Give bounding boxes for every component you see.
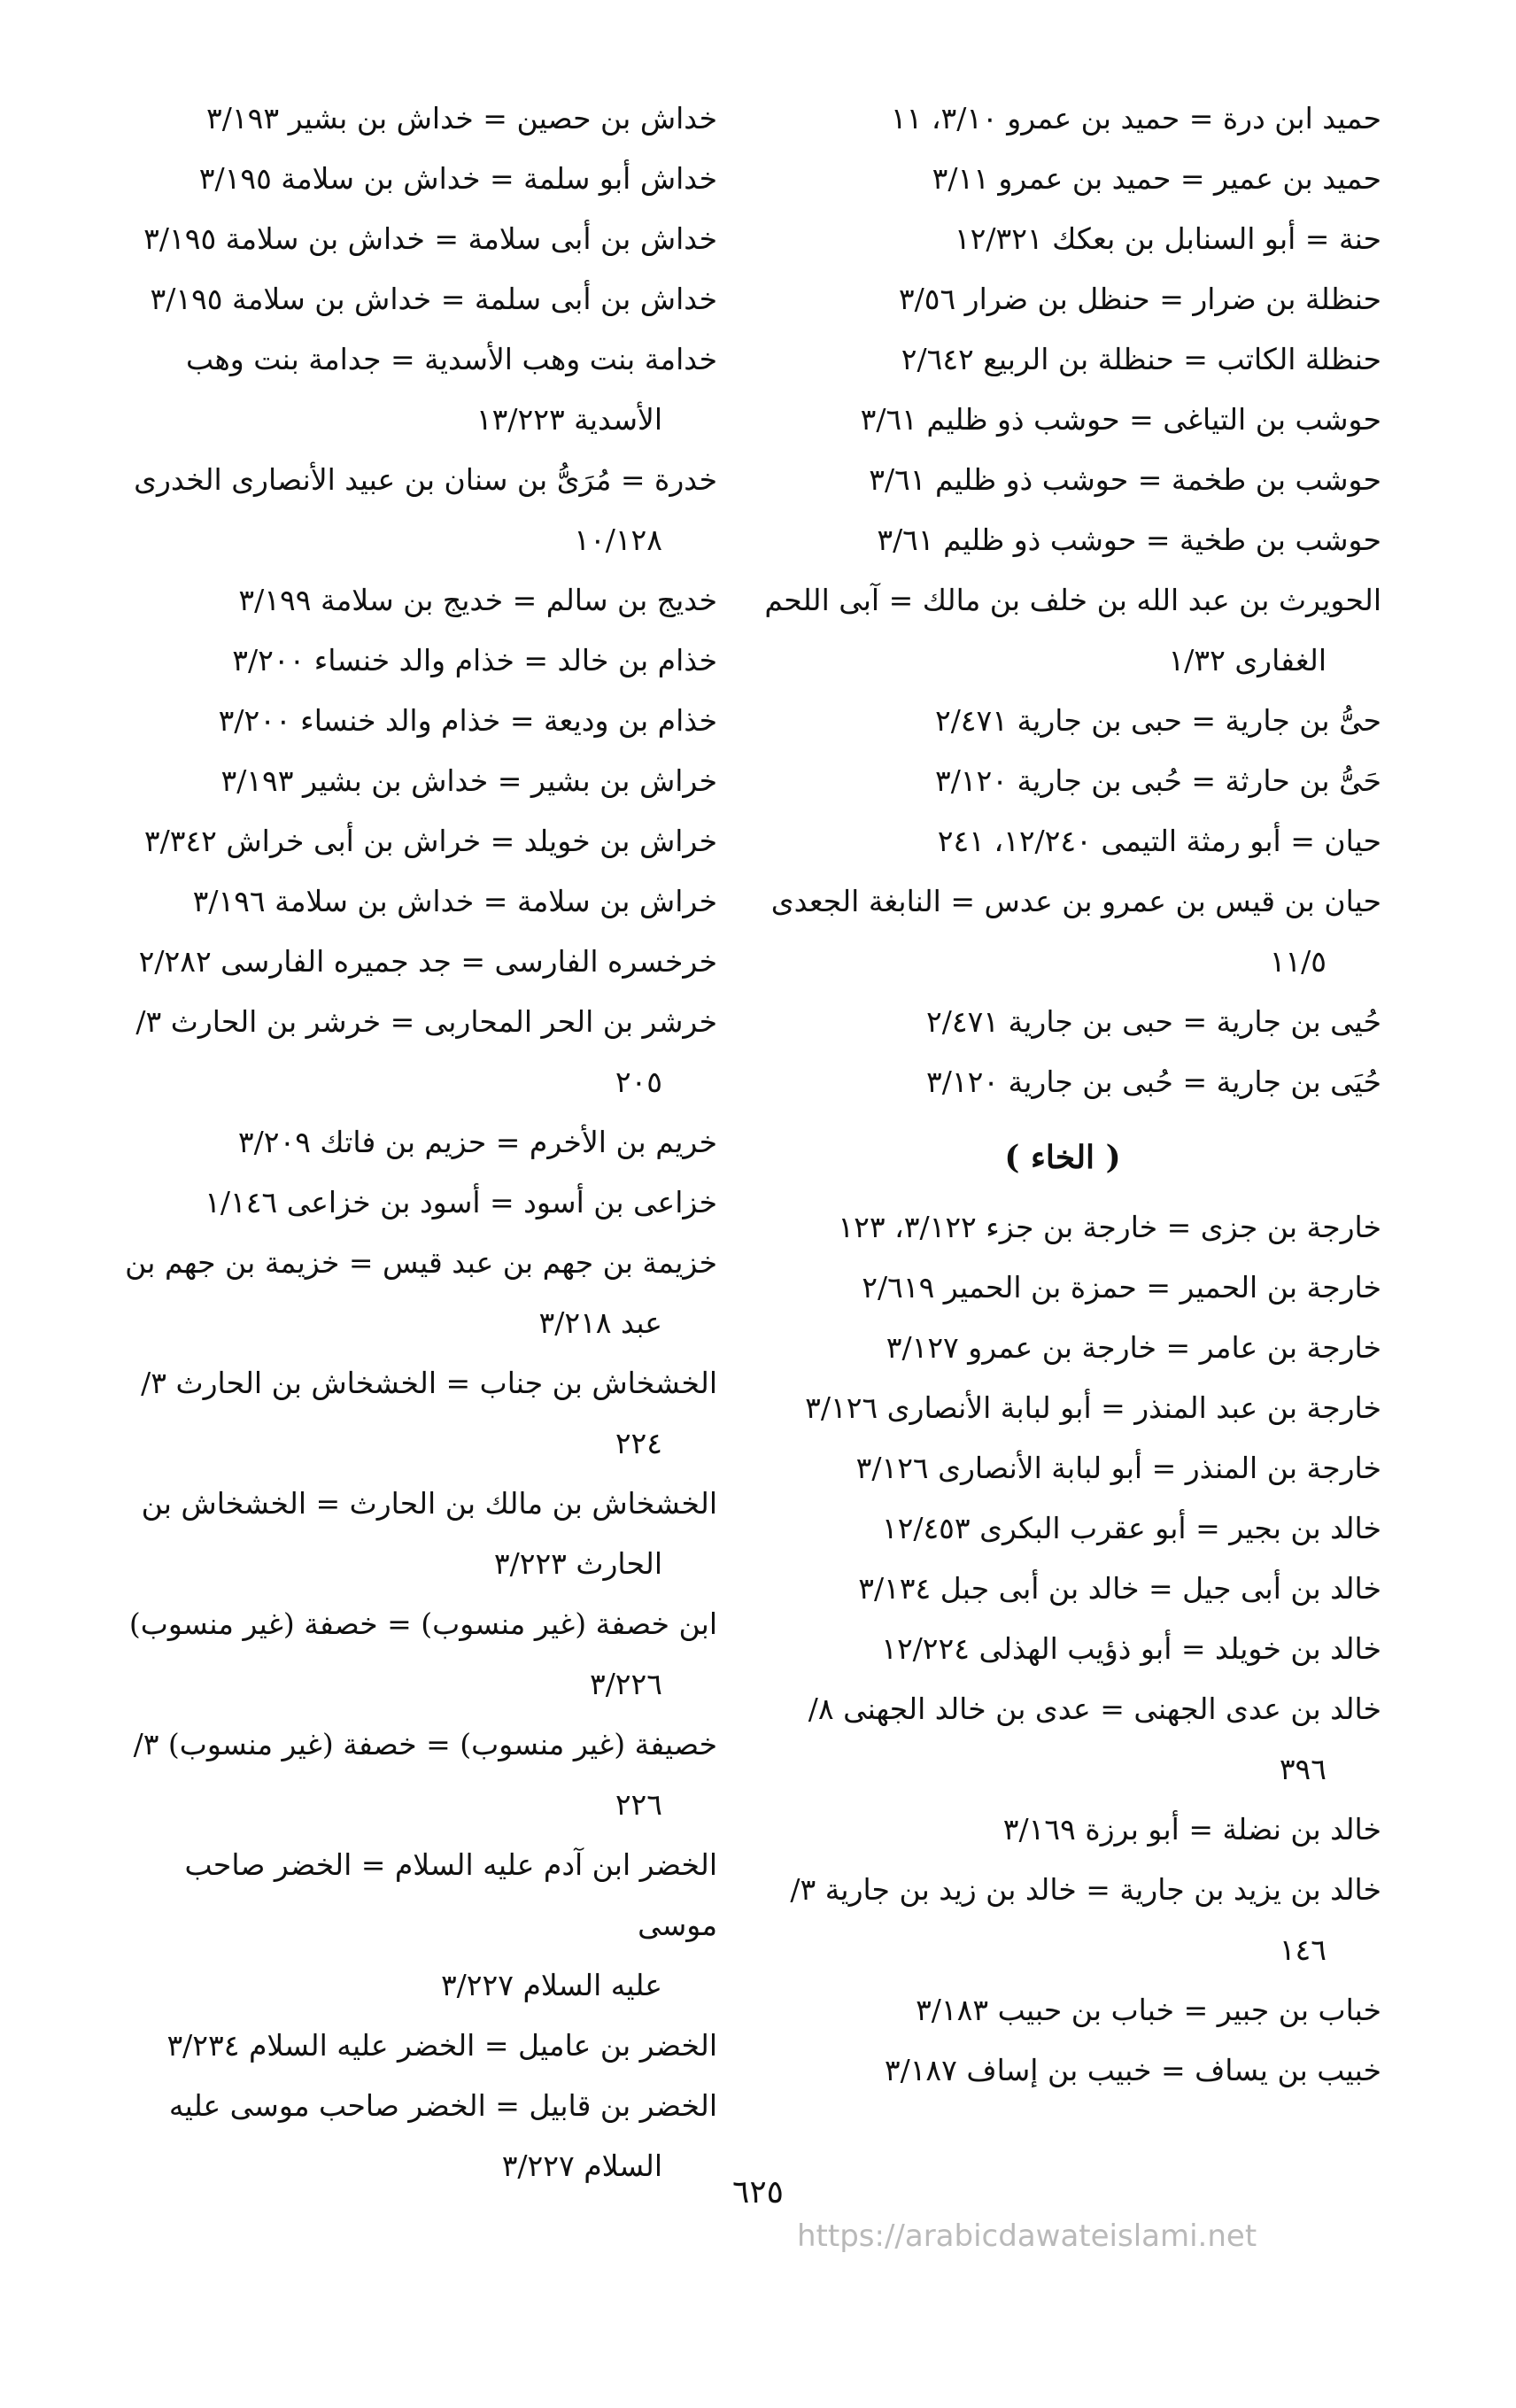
- index-entry-main: الحويرث بن عبد الله بن خلف بن مالك = آبى اللحم: [764, 583, 1381, 617]
- index-entry-continuation: ١٠/١٢٨: [574, 523, 662, 557]
- index-entry: خذام بن خالد = خذام والد خنساء ٣/٢٠٠: [232, 643, 717, 677]
- index-entry: خرخسره الفارسى = جد جميره الفارسى ٢/٢٨٢: [138, 944, 717, 979]
- index-entry-continuation: ٢٢٤: [615, 1426, 662, 1460]
- index-entry: حنظلة الكاتب = حنظلة بن الربيع ٢/٦٤٢: [901, 342, 1381, 376]
- index-entry: [744, 1679, 1381, 1800]
- index-entry-continuation: السلام ٣/٢٢٧: [501, 2149, 662, 2183]
- watermark-url: https://arabicdawateislami.net: [797, 2218, 1257, 2254]
- index-entry: خالد بن بجير = أبو عقرب البكرى ١٢/٤٥٣: [881, 1511, 1381, 1545]
- index-entry-continuation: عبد ٣/٢١٨: [538, 1305, 662, 1340]
- index-entry: خارجة بن الحمير = حمزة بن الحمير ٢/٦١٩: [862, 1270, 1381, 1305]
- index-entry: خارجة بن عامر = خارجة بن عمرو ٣/١٢٧: [886, 1330, 1381, 1365]
- index-entry-continuation: ٣٩٦: [1279, 1752, 1326, 1786]
- index-entry-main: خالد بن عدى الجهنى = عدى بن خالد الجهنى ٨/: [808, 1692, 1381, 1726]
- index-entry: خالد بن خويلد = أبو ذؤيب الهذلى ١٢/٢٢٤: [881, 1631, 1381, 1666]
- index-entry: [106, 1594, 717, 1715]
- index-entry: حميد بن عمير = حميد بن عمرو ٣/١١: [932, 161, 1381, 196]
- left-column: [106, 89, 717, 2196]
- index-entry-continuation: ٢٢٦: [615, 1787, 662, 1822]
- index-entry-main: ابن خصفة (غير منسوب) = خصفة (غير منسوب): [128, 1607, 717, 1641]
- index-entry-continuation: ٢٠٥: [615, 1065, 662, 1099]
- index-entry: حميد ابن درة = حميد بن عمرو ٣/١٠، ١١: [890, 101, 1381, 135]
- index-entry: [106, 1715, 717, 1835]
- index-entry-continuation: الأسدية ١٣/٢٢٣: [476, 402, 662, 437]
- index-entry: خداش بن حصين = خداش بن بشير ٣/١٩٣: [206, 101, 717, 135]
- right-column: [744, 89, 1381, 2101]
- entries-top: [744, 89, 1381, 1112]
- index-entry: خبيب بن يساف = خبيب بن إساف ٣/١٨٧: [884, 2053, 1381, 2087]
- index-entry: خالد بن أبى جيل = خالد بن أبى جبل ٣/١٣٤: [858, 1571, 1381, 1606]
- index-entry-main: خدرة = مُرَىُّ بن سنان بن عبيد الأنصارى الخدرى: [134, 462, 717, 497]
- index-entry: حيان = أبو رمثة التيمى ١٢/٢٤٠، ٢٤١: [937, 824, 1381, 858]
- index-entry-continuation: ١١/٥: [1269, 944, 1326, 979]
- index-entry: حنة = أبو السنابل بن بعكك ١٢/٣٢١: [954, 221, 1381, 256]
- index-entry: خريم بن الأخرم = حزيم بن فاتك ٣/٢٠٩: [237, 1125, 717, 1159]
- index-entry: حُيى بن جارية = حبى بن جارية ٢/٤٧١: [926, 1004, 1381, 1039]
- entries-bottom: [744, 1197, 1381, 2101]
- index-entry-main: حيان بن قيس بن عمرو بن عدس = النابغة الجعدى: [770, 884, 1381, 918]
- index-entry: خداش بن أبى سلامة = خداش بن سلامة ٣/١٩٥: [143, 221, 717, 256]
- index-entry: خالد بن نضلة = أبو برزة ٣/١٦٩: [1002, 1812, 1381, 1847]
- index-entry: حوشب بن طخمة = حوشب ذو ظليم ٣/٦١: [869, 462, 1381, 497]
- index-entry: خداش أبو سلمة = خداش بن سلامة ٣/١٩٥: [198, 161, 717, 196]
- index-entry: خارجة بن المنذر = أبو لبابة الأنصارى ٣/١٢٦: [855, 1451, 1381, 1485]
- index-entry-continuation: عليه السلام ٣/٢٢٧: [440, 1968, 662, 2002]
- index-entry-continuation: ٣/٢٢٦: [589, 1667, 662, 1701]
- index-entry: [744, 871, 1381, 992]
- index-entry: حىُّ بن جارية = حبى بن جارية ٢/٤٧١: [934, 703, 1381, 738]
- index-entry: خراش بن بشير = خداش بن بشير ٣/١٩٣: [220, 763, 717, 798]
- index-entry: [106, 329, 717, 450]
- index-entry: [106, 1353, 717, 1474]
- index-entry: حنظلة بن ضرار = حنظل بن ضرار ٣/٥٦: [898, 282, 1381, 316]
- index-entry-main: الخشخاش بن جناب = الخشخاش بن الحارث ٣/: [141, 1366, 717, 1400]
- index-entry: حوشب بن التياغى = حوشب ذو ظليم ٣/٦١: [860, 402, 1381, 437]
- index-entry-main: خرشر بن الحر المحاربى = خرشر بن الحارث ٣/: [135, 1004, 717, 1039]
- index-entry: خزاعى بن أسود = أسود بن خزاعى ١/١٤٦: [205, 1185, 717, 1219]
- index-entry: [106, 1233, 717, 1353]
- index-entry: خراش بن خويلد = خراش بن أبى خراش ٣/٣٤٢: [143, 824, 717, 858]
- index-entry: خذام بن وديعة = خذام والد خنساء ٣/٢٠٠: [218, 703, 717, 738]
- index-entry: خديج بن سالم = خديج بن سلامة ٣/١٩٩: [238, 583, 717, 617]
- index-entry-main: خزيمة بن جهم بن عبد قيس = خزيمة بن جهم بن: [125, 1245, 717, 1280]
- index-entry: [744, 570, 1381, 691]
- index-entry: خراش بن سلامة = خداش بن سلامة ٣/١٩٦: [192, 884, 717, 918]
- index-entry: [106, 992, 717, 1112]
- page-number: ٦٢٥: [731, 2174, 784, 2211]
- index-entry-continuation: الحارث ٣/٢٢٣: [493, 1546, 662, 1581]
- index-entry-main: الخضر بن قابيل = الخضر صاحب موسى عليه: [168, 2088, 717, 2123]
- index-entry: الخضر بن عاميل = الخضر عليه السلام ٣/٢٣٤: [166, 2028, 717, 2063]
- index-entry: [744, 1860, 1381, 1980]
- index-entry: حَىُّ بن حارثة = حُبى بن جارية ٣/١٢٠: [934, 763, 1381, 798]
- index-entry: خارجة بن عبد المنذر = أبو لبابة الأنصارى ٣/١٢٦: [805, 1390, 1381, 1425]
- index-entry-main: خالد بن يزيد بن جارية = خالد بن زيد بن جارية ٣/: [790, 1872, 1381, 1907]
- index-entry: حوشب بن طخية = حوشب ذو ظليم ٣/٦١: [877, 523, 1381, 557]
- index-entry-main: خصيفة (غير منسوب) = خصفة (غير منسوب) ٣/: [133, 1727, 717, 1761]
- index-entry-main: خدامة بنت وهب الأسدية = جدامة بنت وهب: [185, 342, 717, 376]
- index-entry: [106, 450, 717, 570]
- index-entry: حُيَى بن جارية = حُبى بن جارية ٣/١٢٠: [926, 1065, 1381, 1099]
- index-entry: خارجة بن جزى = خارجة بن جزء ٣/١٢٢، ١٢٣: [838, 1210, 1381, 1244]
- index-entry: [106, 1474, 717, 1594]
- index-entry: خباب بن جبير = خباب بن حبيب ٣/١٨٣: [916, 1993, 1381, 2027]
- section-heading-kha: ( الخاء ): [1004, 1139, 1121, 1176]
- index-entry-continuation: الغفارى ١/٣٢: [1168, 643, 1326, 677]
- index-entry-main: الخضر ابن آدم عليه السلام = الخضر صاحب موسى: [184, 1847, 717, 1942]
- index-entry: خداش بن أبى سلمة = خداش بن سلامة ٣/١٩٥: [150, 282, 717, 316]
- index-entry-main: الخشخاش بن مالك بن الحارث = الخشخاش بن: [141, 1486, 717, 1521]
- index-entry-continuation: ١٤٦: [1279, 1932, 1326, 1967]
- index-entry: [106, 1835, 717, 2016]
